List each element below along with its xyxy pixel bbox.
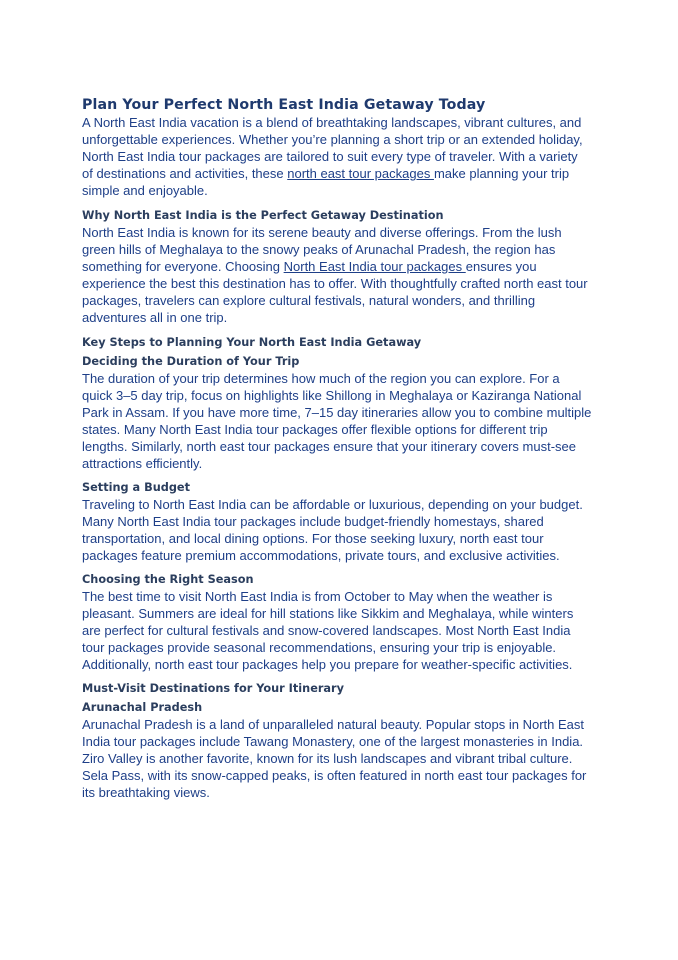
document-content [82,96,592,801]
intro-paragraph [82,114,592,199]
page-title: Plan Your Perfect North East India Getaway Today [82,97,486,113]
duration-heading: Deciding the Duration of Your Trip [82,355,300,368]
north-east-india-tour-packages-link[interactable]: North East India tour packages [283,259,466,274]
arunachal-paragraph: Arunachal Pradesh is a land of unparalleled natural beauty. Popular stops in North East India tour packages include Tawang Monastery, one of the largest monasteries in India. Ziro Valley is another favorite, known for its lush landscapes and vibrant tribal culture. Sela Pass, with its snow-capped peaks, is often featured in north east tour packages for its breathtaking views. [82,717,587,800]
season-paragraph: The best time to visit North East India is from October to May when the weather is pleasant. Summers are ideal for hill stations like Sikkim and Meghalaya, while winters are perfect for cultural festivals and snow-covered landscapes. Most North East India tour packages provide seasonal recommendations, ensuring your trip is enjoyable. Additionally, north east tour packages help you prepare for weather-specific activities. [82,589,574,672]
why-text-before: North East India is known for its serene beauty and diverse offerings. From the lush green hills of Meghalaya to the snowy peaks of Arunachal Pradesh, the region has something for everyone. Choosing [82,225,562,274]
why-paragraph [82,224,592,326]
budget-heading: Setting a Budget [82,481,190,494]
intro-text-after: make planning your trip simple and enjoyable. [82,166,570,198]
key-steps-heading: Key Steps to Planning Your North East India Getaway [82,336,422,349]
north-east-tour-packages-link[interactable]: north east tour packages [287,166,434,181]
arunachal-heading: Arunachal Pradesh [82,701,203,714]
season-heading: Choosing the Right Season [82,573,254,586]
why-text-after: ensures you experience the best this destination has to offer. With thoughtfully crafted north east tour packages, travelers can explore cultural festivals, natural wonders, and thrilling adventures all in one trip. [82,259,588,325]
duration-paragraph: The duration of your trip determines how much of the region you can explore. For a quick 3–5 day trip, focus on highlights like Shillong in Meghalaya or Kaziranga National Park in Assam. If you have more time, 7–15 day itineraries allow you to combine multiple states. Many North East India tour packages offer flexible options for different trip lengths. Similarly, north east tour packages ensure that your itinerary covers must-see attractions efficiently. [82,371,592,471]
why-heading: Why North East India is the Perfect Getaway Destination [82,209,444,222]
budget-paragraph: Traveling to North East India can be affordable or luxurious, depending on your budget. Many North East India tour packages include budget-friendly homestays, shared transportation, and local dining options. For those seeking luxury, north east tour packages feature premium accommodations, private tours, and exclusive activities. [82,497,583,563]
intro-text-before: A North East India vacation is a blend of breathtaking landscapes, vibrant cultures, and unforgettable experiences. Whether you’re planning a short trip or an extended holiday, North East India tour packages are tailored to suit every type of traveler. With a variety of destinations and activities, these [82,115,583,181]
destinations-heading: Must-Visit Destinations for Your Itinerary [82,682,344,695]
